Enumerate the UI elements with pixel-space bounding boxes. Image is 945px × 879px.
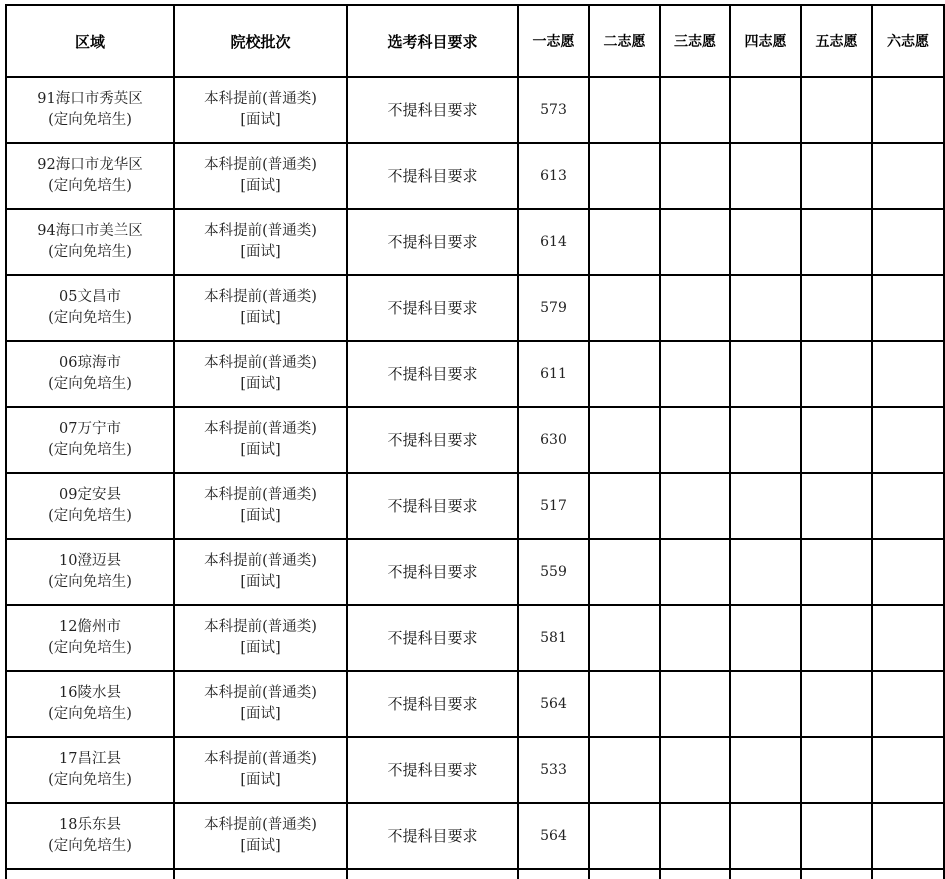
choice-5-cell <box>801 275 872 341</box>
table-row <box>6 209 944 275</box>
region-cell <box>6 737 174 803</box>
region-note: (定向免培生) <box>48 442 132 458</box>
region-cell <box>6 473 174 539</box>
region-name: 09定安县 <box>59 487 121 503</box>
region-name: 17昌江县 <box>59 751 121 767</box>
choice-3-cell <box>660 473 730 539</box>
batch-cell <box>174 605 347 671</box>
batch-cell <box>174 473 347 539</box>
partial-cell <box>589 869 660 879</box>
choice-4-cell <box>730 209 801 275</box>
choice-3-cell <box>660 341 730 407</box>
table-row <box>6 539 944 605</box>
region-cell <box>6 605 174 671</box>
table-row <box>6 341 944 407</box>
requirement-cell: 不提科目要求 <box>347 407 518 473</box>
batch-cell <box>174 737 347 803</box>
requirement-cell: 不提科目要求 <box>347 605 518 671</box>
region-name: 06琼海市 <box>59 355 121 371</box>
region-note: (定向免培生) <box>48 376 132 392</box>
region-cell <box>6 341 174 407</box>
batch-cell <box>174 209 347 275</box>
batch-note: [面试] <box>240 574 281 590</box>
header-choice-4: 四志愿 <box>730 5 801 77</box>
choice-5-cell <box>801 671 872 737</box>
region-name: 18乐东县 <box>59 817 121 833</box>
choice-6-cell <box>872 407 944 473</box>
choice-5-cell <box>801 77 872 143</box>
score-table <box>5 4 945 879</box>
batch-cell <box>174 143 347 209</box>
region-name: 16陵水县 <box>59 685 121 701</box>
table-row <box>6 275 944 341</box>
region-name: 10澄迈县 <box>59 553 121 569</box>
header-choice-6: 六志愿 <box>872 5 944 77</box>
table-row <box>6 605 944 671</box>
region-note: (定向免培生) <box>48 508 132 524</box>
region-name: 12儋州市 <box>59 619 121 635</box>
choice-4-cell <box>730 407 801 473</box>
choice-6-cell <box>872 77 944 143</box>
choice-3-cell <box>660 209 730 275</box>
batch-cell <box>174 539 347 605</box>
choice-2-cell <box>589 539 660 605</box>
requirement-cell: 不提科目要求 <box>347 275 518 341</box>
table-row <box>6 671 944 737</box>
batch-name: 本科提前(普通类) <box>204 685 317 701</box>
batch-name: 本科提前(普通类) <box>204 223 317 239</box>
choice-6-cell <box>872 671 944 737</box>
partial-cell <box>660 869 730 879</box>
region-note: (定向免培生) <box>48 178 132 194</box>
requirement-cell: 不提科目要求 <box>347 539 518 605</box>
batch-note: [面试] <box>240 178 281 194</box>
table-row <box>6 803 944 869</box>
region-cell <box>6 77 174 143</box>
region-note: (定向免培生) <box>48 112 132 128</box>
choice-2-cell <box>589 671 660 737</box>
choice-3-cell <box>660 671 730 737</box>
partial-cell <box>6 869 174 879</box>
region-note: (定向免培生) <box>48 244 132 260</box>
choice-2-cell <box>589 209 660 275</box>
batch-note: [面试] <box>240 310 281 326</box>
batch-name: 本科提前(普通类) <box>204 289 317 305</box>
choice-3-cell <box>660 605 730 671</box>
choice-5-cell <box>801 539 872 605</box>
choice-5-cell <box>801 341 872 407</box>
choice-4-cell <box>730 539 801 605</box>
region-name: 92海口市龙华区 <box>37 157 143 173</box>
batch-cell <box>174 407 347 473</box>
table-body <box>6 77 944 879</box>
requirement-cell: 不提科目要求 <box>347 143 518 209</box>
batch-name: 本科提前(普通类) <box>204 619 317 635</box>
choice-2-cell <box>589 803 660 869</box>
batch-name: 本科提前(普通类) <box>204 421 317 437</box>
requirement-cell: 不提科目要求 <box>347 671 518 737</box>
choice-1-cell: 573 <box>518 77 589 143</box>
table-row <box>6 77 944 143</box>
choice-1-cell: 614 <box>518 209 589 275</box>
batch-note: [面试] <box>240 838 281 854</box>
region-cell <box>6 209 174 275</box>
partial-cell <box>518 869 589 879</box>
choice-6-cell <box>872 803 944 869</box>
region-cell <box>6 803 174 869</box>
region-cell <box>6 143 174 209</box>
region-note: (定向免培生) <box>48 706 132 722</box>
choice-3-cell <box>660 737 730 803</box>
choice-4-cell <box>730 803 801 869</box>
partial-cell <box>730 869 801 879</box>
choice-6-cell <box>872 605 944 671</box>
table-row <box>6 737 944 803</box>
region-cell <box>6 407 174 473</box>
choice-2-cell <box>589 143 660 209</box>
choice-3-cell <box>660 143 730 209</box>
partial-cell <box>801 869 872 879</box>
region-note: (定向免培生) <box>48 838 132 854</box>
choice-2-cell <box>589 407 660 473</box>
requirement-cell: 不提科目要求 <box>347 209 518 275</box>
requirement-cell: 不提科目要求 <box>347 77 518 143</box>
choice-6-cell <box>872 737 944 803</box>
choice-2-cell <box>589 737 660 803</box>
choice-4-cell <box>730 671 801 737</box>
choice-1-cell: 579 <box>518 275 589 341</box>
choice-6-cell <box>872 209 944 275</box>
region-name: 05文昌市 <box>59 289 121 305</box>
header-requirement: 选考科目要求 <box>347 5 518 77</box>
header-choice-5: 五志愿 <box>801 5 872 77</box>
requirement-cell: 不提科目要求 <box>347 737 518 803</box>
header-choice-1: 一志愿 <box>518 5 589 77</box>
batch-cell <box>174 671 347 737</box>
batch-cell <box>174 341 347 407</box>
batch-name: 本科提前(普通类) <box>204 751 317 767</box>
choice-3-cell <box>660 803 730 869</box>
region-cell <box>6 539 174 605</box>
table-header-row <box>6 5 944 77</box>
table-row <box>6 407 944 473</box>
choice-1-cell: 611 <box>518 341 589 407</box>
choice-5-cell <box>801 803 872 869</box>
choice-6-cell <box>872 539 944 605</box>
choice-4-cell <box>730 143 801 209</box>
choice-1-cell: 630 <box>518 407 589 473</box>
header-region: 区域 <box>6 5 174 77</box>
batch-name: 本科提前(普通类) <box>204 91 317 107</box>
table-row <box>6 143 944 209</box>
batch-name: 本科提前(普通类) <box>204 817 317 833</box>
choice-1-cell: 517 <box>518 473 589 539</box>
region-note: (定向免培生) <box>48 310 132 326</box>
partial-cell <box>174 869 347 879</box>
table-row <box>6 473 944 539</box>
region-name: 07万宁市 <box>59 421 121 437</box>
choice-2-cell <box>589 605 660 671</box>
batch-note: [面试] <box>240 640 281 656</box>
choice-4-cell <box>730 275 801 341</box>
choice-6-cell <box>872 473 944 539</box>
choice-5-cell <box>801 737 872 803</box>
batch-note: [面试] <box>240 376 281 392</box>
batch-note: [面试] <box>240 112 281 128</box>
choice-2-cell <box>589 473 660 539</box>
batch-cell <box>174 275 347 341</box>
batch-name: 本科提前(普通类) <box>204 487 317 503</box>
region-cell <box>6 671 174 737</box>
region-note: (定向免培生) <box>48 574 132 590</box>
region-name: 91海口市秀英区 <box>37 91 143 107</box>
choice-6-cell <box>872 341 944 407</box>
choice-4-cell <box>730 605 801 671</box>
partial-cell <box>347 869 518 879</box>
region-cell <box>6 275 174 341</box>
choice-3-cell <box>660 275 730 341</box>
requirement-cell: 不提科目要求 <box>347 341 518 407</box>
batch-note: [面试] <box>240 772 281 788</box>
choice-1-cell: 559 <box>518 539 589 605</box>
choice-5-cell <box>801 209 872 275</box>
choice-5-cell <box>801 605 872 671</box>
choice-3-cell <box>660 539 730 605</box>
batch-note: [面试] <box>240 508 281 524</box>
choice-4-cell <box>730 473 801 539</box>
batch-note: [面试] <box>240 706 281 722</box>
batch-name: 本科提前(普通类) <box>204 157 317 173</box>
batch-note: [面试] <box>240 244 281 260</box>
region-name: 94海口市美兰区 <box>37 223 143 239</box>
requirement-cell: 不提科目要求 <box>347 803 518 869</box>
header-batch: 院校批次 <box>174 5 347 77</box>
choice-1-cell: 613 <box>518 143 589 209</box>
table-row-partial <box>6 869 944 879</box>
batch-name: 本科提前(普通类) <box>204 553 317 569</box>
choice-2-cell <box>589 341 660 407</box>
header-choice-3: 三志愿 <box>660 5 730 77</box>
batch-note: [面试] <box>240 442 281 458</box>
choice-5-cell <box>801 407 872 473</box>
region-note: (定向免培生) <box>48 640 132 656</box>
choice-1-cell: 581 <box>518 605 589 671</box>
choice-4-cell <box>730 341 801 407</box>
choice-4-cell <box>730 737 801 803</box>
requirement-cell: 不提科目要求 <box>347 473 518 539</box>
batch-cell <box>174 803 347 869</box>
choice-5-cell <box>801 473 872 539</box>
choice-6-cell <box>872 275 944 341</box>
header-choice-2: 二志愿 <box>589 5 660 77</box>
choice-3-cell <box>660 407 730 473</box>
choice-4-cell <box>730 77 801 143</box>
choice-2-cell <box>589 275 660 341</box>
partial-cell <box>872 869 944 879</box>
region-note: (定向免培生) <box>48 772 132 788</box>
choice-1-cell: 564 <box>518 671 589 737</box>
choice-1-cell: 533 <box>518 737 589 803</box>
choice-5-cell <box>801 143 872 209</box>
choice-2-cell <box>589 77 660 143</box>
batch-cell <box>174 77 347 143</box>
choice-3-cell <box>660 77 730 143</box>
batch-name: 本科提前(普通类) <box>204 355 317 371</box>
choice-6-cell <box>872 143 944 209</box>
choice-1-cell: 564 <box>518 803 589 869</box>
